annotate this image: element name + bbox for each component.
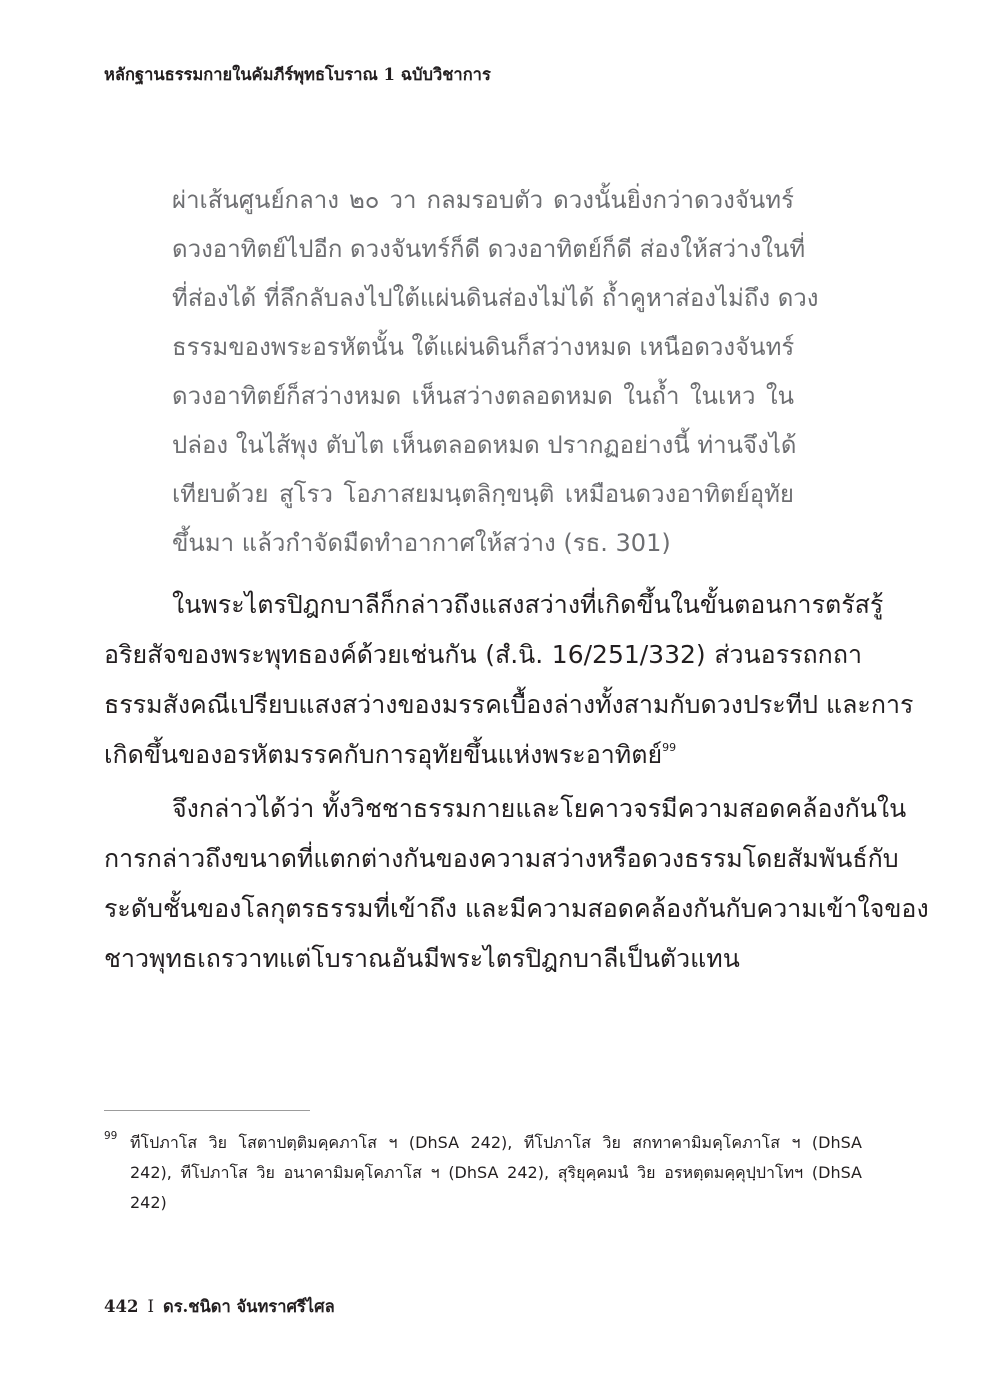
quote-line: ธรรมของพระอรหัตนั้น ใต้แผ่นดินก็สว่างหมด เหนือดวงจันทร์ <box>172 333 795 361</box>
author-name: ดร.ชนิดา จันทราศรีไศล <box>162 1297 335 1316</box>
quote-line: ดวงอาทิตย์ก็สว่างหมด เห็นสว่างตลอดหมด ในถ้ำ ในเหว ใน <box>172 382 794 410</box>
quote-line: ดวงอาทิตย์ไปอีก ดวงจันทร์ก็ดี ดวงอาทิตย์ก็ดี ส่องให้สว่างในที่ <box>172 235 806 263</box>
quote-line: เทียบด้วย สูโรว โอภาสยมนฺตลิกฺขนฺติ เหมือนดวงอาทิตย์อุทัย <box>172 480 794 508</box>
quote-line: ขึ้นมา แล้วกำจัดมืดทำอากาศให้สว่าง (รธ. 301) <box>172 529 671 557</box>
footnote-divider <box>104 1110 310 1111</box>
body-paragraph-2 <box>104 784 929 984</box>
body-line: ในพระไตรปิฎกบาลีก็กล่าวถึงแสงสว่างที่เกิดขึ้นในขั้นตอนการตรัสรู้ <box>172 590 884 619</box>
footer-separator: I <box>147 1297 154 1316</box>
body-line: ธรรมสังคณีเปรียบแสงสว่างของมรรคเบื้องล่างทั้งสามกับดวงประทีป และการ <box>104 690 914 719</box>
quote-line: ผ่าเส้นศูนย์กลาง ๒๐ วา กลมรอบตัว ดวงนั้นยิ่งกว่าดวงจันทร์ <box>172 186 794 214</box>
footnote-line: ทีโปภาโส วิย โสตาปตฺติมคฺคภาโส ฯ (DhSA 242), ทีโปภาโส วิย สกทาคามิมคฺโคภาโส ฯ (DhSA <box>130 1133 862 1152</box>
body-line: ระดับชั้นของโลกุตรธรรมที่เข้าถึง และมีความสอดคล้องกันกับความเข้าใจของ <box>104 894 929 923</box>
body-line: อริยสัจของพระพุทธองค์ด้วยเช่นกัน (สํ.นิ. 16/251/332) ส่วนอรรถกถา <box>104 640 862 669</box>
block-quote <box>172 176 819 568</box>
footnote-line: 242), ทีโปภาโส วิย อนาคามิมคฺโคภาโส ฯ (DhSA 242), สุริยุคฺคมนํ วิย อรหตฺตมคฺคุปฺปาโทฯ (DhSA <box>130 1163 862 1182</box>
quote-line: ที่ส่องได้ ที่ลึกลับลงไปใต้แผ่นดินส่องไม่ได้ ถ้ำคูหาส่องไม่ถึง ดวง <box>172 284 819 312</box>
body-line: จึงกล่าวได้ว่า ทั้งวิชชาธรรมกายและโยคาวจรมีความสอดคล้องกันใน <box>172 794 907 823</box>
page-footer <box>104 1294 335 1320</box>
footnote-text <box>130 1128 862 1218</box>
body-line: การกล่าวถึงขนาดที่แตกต่างกันของความสว่างหรือดวงธรรมโดยสัมพันธ์กับ <box>104 844 899 873</box>
body-line <box>104 730 862 780</box>
running-header: หลักฐานธรรมกายในคัมภีร์พุทธโบราณ 1 ฉบับวิชาการ <box>104 65 491 84</box>
body-line-text: เกิดขึ้นของอรหัตมรรคกับการอุทัยขึ้นแห่งพระอาทิตย์ <box>104 740 663 769</box>
quote-line: ปล่อง ในไส้พุง ตับไต เห็นตลอดหมด ปรากฏอย่างนี้ ท่านจึงได้ <box>172 431 797 459</box>
footnote-reference[interactable]: 99 <box>662 741 677 754</box>
body-line: ชาวพุทธเถรวาทแต่โบราณอันมีพระไตรปิฎกบาลีเป็นตัวแทน <box>104 944 740 973</box>
footnote-line: 242) <box>130 1193 167 1212</box>
body-paragraph-1 <box>104 580 914 780</box>
footnote <box>104 1128 862 1218</box>
footnote-number: 99 <box>104 1130 118 1142</box>
page-number: 442 <box>104 1297 139 1316</box>
